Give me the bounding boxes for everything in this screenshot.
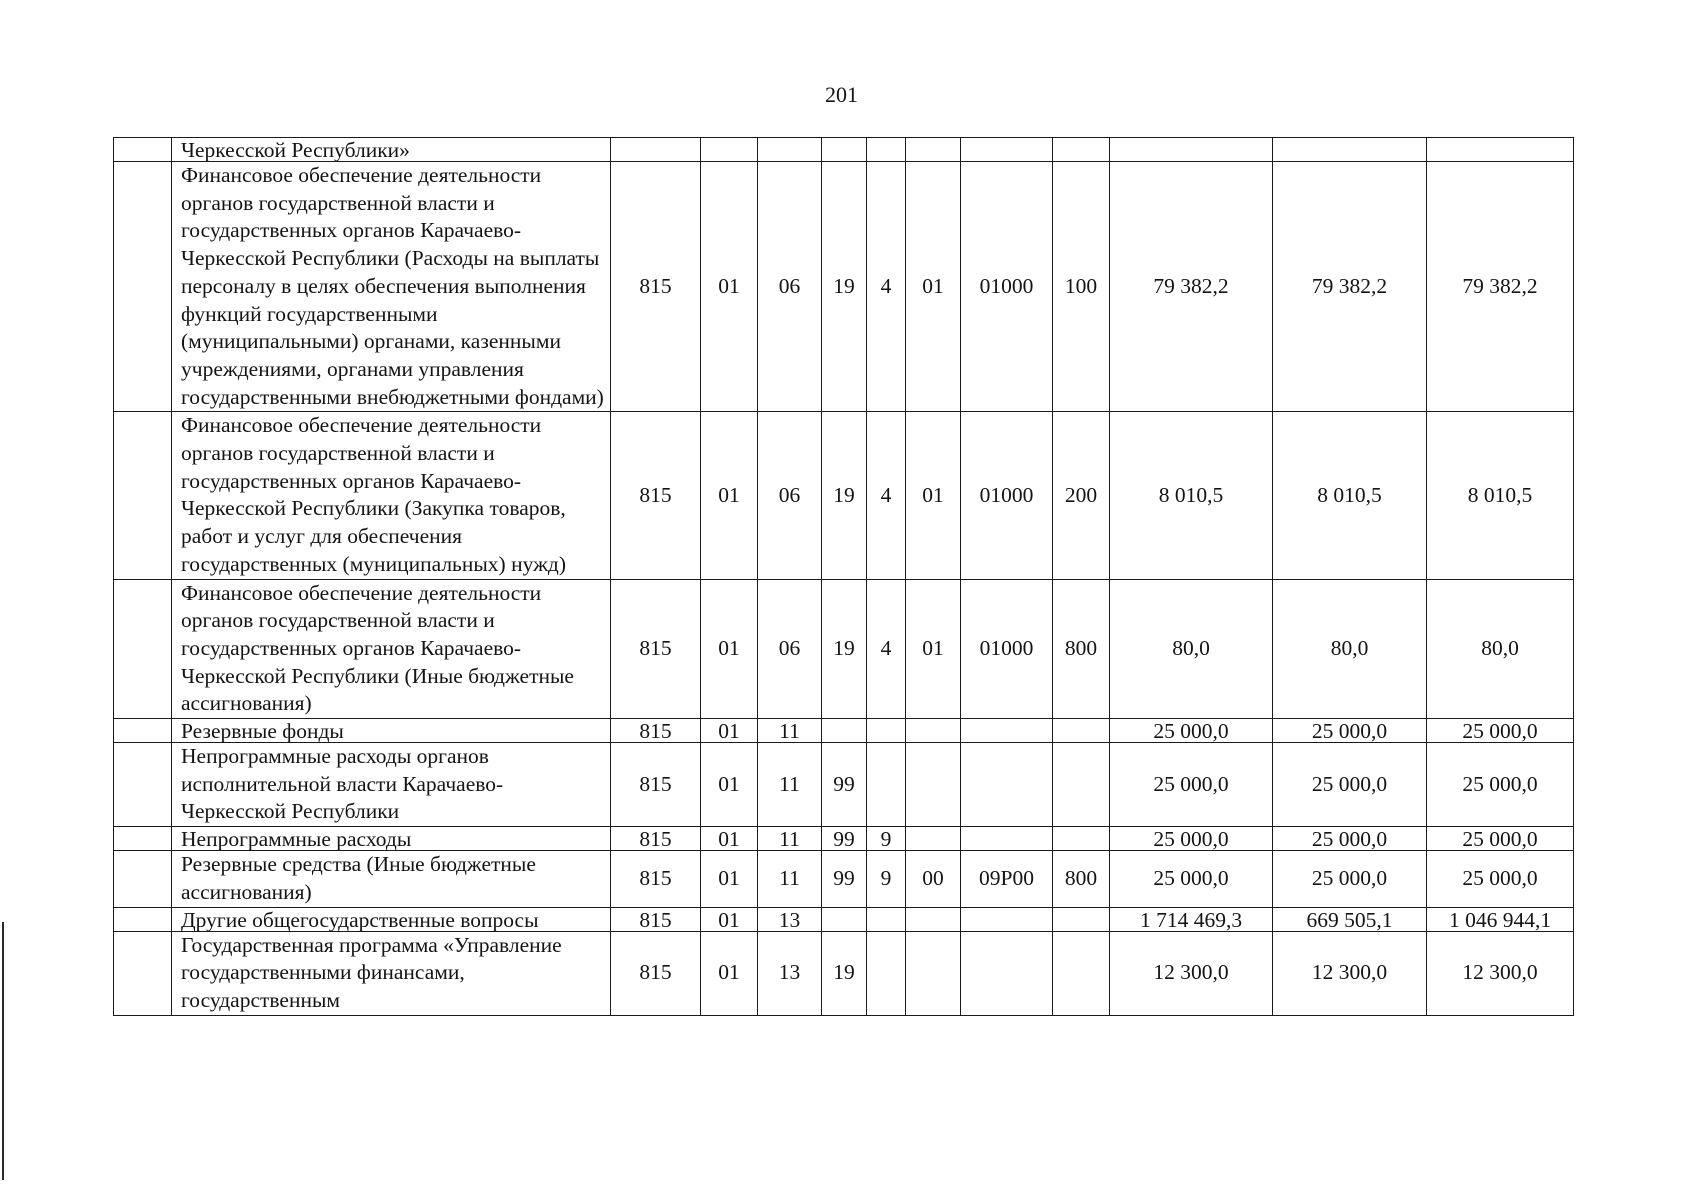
cs-subprogram-cell bbox=[867, 719, 906, 743]
cs-program-cell bbox=[822, 907, 867, 931]
year1-amount-cell: 25 000,0 bbox=[1110, 851, 1273, 907]
cs-subprogram-cell bbox=[867, 907, 906, 931]
cs-subprogram-cell: 4 bbox=[867, 162, 906, 412]
cs-subprogram-cell bbox=[867, 931, 906, 1015]
year3-amount-cell bbox=[1427, 138, 1574, 162]
cs-direction-cell bbox=[961, 931, 1053, 1015]
year1-amount-cell: 25 000,0 bbox=[1110, 743, 1273, 827]
expense-name-cell: Резервные средства (Иные бюджетные ассигнования) bbox=[172, 851, 611, 907]
cs-subprogram-cell: 9 bbox=[867, 827, 906, 851]
year3-amount-cell: 80,0 bbox=[1427, 579, 1574, 719]
year2-amount-cell bbox=[1273, 138, 1427, 162]
table-row bbox=[114, 827, 1574, 851]
vr-cell bbox=[1053, 907, 1110, 931]
vr-cell bbox=[1053, 138, 1110, 162]
row-number-cell bbox=[114, 827, 172, 851]
vr-cell bbox=[1053, 743, 1110, 827]
pr-cell: 06 bbox=[758, 579, 822, 719]
table-row bbox=[114, 931, 1574, 1015]
cs-subprogram-cell bbox=[867, 743, 906, 827]
rz-cell: 01 bbox=[701, 907, 758, 931]
year3-amount-cell: 25 000,0 bbox=[1427, 743, 1574, 827]
cs-event-cell bbox=[906, 907, 961, 931]
row-number-cell bbox=[114, 907, 172, 931]
cs-event-cell: 01 bbox=[906, 162, 961, 412]
vr-cell: 800 bbox=[1053, 579, 1110, 719]
year3-amount-cell: 1 046 944,1 bbox=[1427, 907, 1574, 931]
cs-program-cell: 99 bbox=[822, 743, 867, 827]
row-number-cell bbox=[114, 412, 172, 579]
vr-cell: 800 bbox=[1053, 851, 1110, 907]
cs-direction-cell bbox=[961, 719, 1053, 743]
year1-amount-cell: 8 010,5 bbox=[1110, 412, 1273, 579]
rz-cell: 01 bbox=[701, 412, 758, 579]
ved-cell: 815 bbox=[611, 719, 701, 743]
vr-cell bbox=[1053, 931, 1110, 1015]
year2-amount-cell: 8 010,5 bbox=[1273, 412, 1427, 579]
pr-cell: 11 bbox=[758, 719, 822, 743]
ved-cell: 815 bbox=[611, 162, 701, 412]
row-number-cell bbox=[114, 851, 172, 907]
pr-cell: 06 bbox=[758, 162, 822, 412]
row-number-cell bbox=[114, 719, 172, 743]
table-row bbox=[114, 719, 1574, 743]
expense-name-cell: Другие общегосударственные вопросы bbox=[172, 907, 611, 931]
rz-cell: 01 bbox=[701, 931, 758, 1015]
row-number-cell bbox=[114, 931, 172, 1015]
pr-cell bbox=[758, 138, 822, 162]
cs-event-cell: 00 bbox=[906, 851, 961, 907]
rz-cell: 01 bbox=[701, 743, 758, 827]
year1-amount-cell: 1 714 469,3 bbox=[1110, 907, 1273, 931]
table-row bbox=[114, 907, 1574, 931]
year3-amount-cell: 25 000,0 bbox=[1427, 827, 1574, 851]
year2-amount-cell: 80,0 bbox=[1273, 579, 1427, 719]
cs-event-cell bbox=[906, 743, 961, 827]
row-number-cell bbox=[114, 138, 172, 162]
expense-name-cell: Государственная программа «Управление государственными финансами, государственным bbox=[172, 931, 611, 1015]
rz-cell: 01 bbox=[701, 719, 758, 743]
year2-amount-cell: 25 000,0 bbox=[1273, 851, 1427, 907]
year1-amount-cell: 25 000,0 bbox=[1110, 827, 1273, 851]
scan-margin-line bbox=[2, 922, 4, 1180]
ved-cell bbox=[611, 138, 701, 162]
cs-program-cell: 99 bbox=[822, 851, 867, 907]
cs-direction-cell: 09Р00 bbox=[961, 851, 1053, 907]
year2-amount-cell: 669 505,1 bbox=[1273, 907, 1427, 931]
table-row bbox=[114, 138, 1574, 162]
cs-direction-cell: 01000 bbox=[961, 579, 1053, 719]
year2-amount-cell: 12 300,0 bbox=[1273, 931, 1427, 1015]
cs-event-cell: 01 bbox=[906, 579, 961, 719]
year1-amount-cell: 25 000,0 bbox=[1110, 719, 1273, 743]
rz-cell: 01 bbox=[701, 579, 758, 719]
expense-name-cell: Финансовое обеспечение деятельности органов государственной власти и государственных органов Карачаево-Черкесской Республики (Иные бюджетные ассигнования) bbox=[172, 579, 611, 719]
year2-amount-cell: 25 000,0 bbox=[1273, 827, 1427, 851]
pr-cell: 13 bbox=[758, 907, 822, 931]
pr-cell: 13 bbox=[758, 931, 822, 1015]
ved-cell: 815 bbox=[611, 931, 701, 1015]
expense-name-cell: Резервные фонды bbox=[172, 719, 611, 743]
year2-amount-cell: 79 382,2 bbox=[1273, 162, 1427, 412]
pr-cell: 11 bbox=[758, 851, 822, 907]
table-row bbox=[114, 412, 1574, 579]
cs-direction-cell bbox=[961, 138, 1053, 162]
cs-subprogram-cell: 4 bbox=[867, 579, 906, 719]
ved-cell: 815 bbox=[611, 851, 701, 907]
cs-subprogram-cell: 4 bbox=[867, 412, 906, 579]
cs-direction-cell: 01000 bbox=[961, 412, 1053, 579]
cs-event-cell bbox=[906, 827, 961, 851]
year3-amount-cell: 79 382,2 bbox=[1427, 162, 1574, 412]
rz-cell: 01 bbox=[701, 851, 758, 907]
year3-amount-cell: 25 000,0 bbox=[1427, 719, 1574, 743]
ved-cell: 815 bbox=[611, 907, 701, 931]
pr-cell: 06 bbox=[758, 412, 822, 579]
ved-cell: 815 bbox=[611, 579, 701, 719]
cs-event-cell bbox=[906, 931, 961, 1015]
ved-cell: 815 bbox=[611, 412, 701, 579]
year3-amount-cell: 12 300,0 bbox=[1427, 931, 1574, 1015]
cs-event-cell bbox=[906, 138, 961, 162]
cs-direction-cell bbox=[961, 743, 1053, 827]
budget-table bbox=[113, 137, 1574, 1016]
vr-cell: 200 bbox=[1053, 412, 1110, 579]
year1-amount-cell bbox=[1110, 138, 1273, 162]
table-row bbox=[114, 579, 1574, 719]
table-row bbox=[114, 743, 1574, 827]
row-number-cell bbox=[114, 579, 172, 719]
rz-cell: 01 bbox=[701, 827, 758, 851]
cs-subprogram-cell bbox=[867, 138, 906, 162]
expense-name-cell: Непрограммные расходы органов исполнительной власти Карачаево-Черкесской Республики bbox=[172, 743, 611, 827]
cs-program-cell: 19 bbox=[822, 412, 867, 579]
table-row bbox=[114, 162, 1574, 412]
ved-cell: 815 bbox=[611, 827, 701, 851]
cs-subprogram-cell: 9 bbox=[867, 851, 906, 907]
cs-program-cell: 99 bbox=[822, 827, 867, 851]
cs-program-cell: 19 bbox=[822, 162, 867, 412]
expense-name-cell: Черкесской Республики» bbox=[172, 138, 611, 162]
expense-name-cell: Финансовое обеспечение деятельности органов государственной власти и государственных органов Карачаево-Черкесской Республики (Расходы на выплаты персоналу в целях обеспечения выполнения функций государственными (муниципальными) органами, казенными учреждениями, органами управления государственными внебюджетными фондами) bbox=[172, 162, 611, 412]
year2-amount-cell: 25 000,0 bbox=[1273, 743, 1427, 827]
cs-event-cell: 01 bbox=[906, 412, 961, 579]
year3-amount-cell: 8 010,5 bbox=[1427, 412, 1574, 579]
table-row bbox=[114, 851, 1574, 907]
expense-name-cell: Непрограммные расходы bbox=[172, 827, 611, 851]
vr-cell bbox=[1053, 719, 1110, 743]
cs-direction-cell bbox=[961, 827, 1053, 851]
cs-program-cell: 19 bbox=[822, 579, 867, 719]
expense-name-cell: Финансовое обеспечение деятельности органов государственной власти и государственных органов Карачаево-Черкесской Республики (Закупка товаров, работ и услуг для обеспечения государственных (муниципальных) нужд) bbox=[172, 412, 611, 579]
rz-cell bbox=[701, 138, 758, 162]
vr-cell bbox=[1053, 827, 1110, 851]
row-number-cell bbox=[114, 743, 172, 827]
cs-direction-cell: 01000 bbox=[961, 162, 1053, 412]
vr-cell: 100 bbox=[1053, 162, 1110, 412]
rz-cell: 01 bbox=[701, 162, 758, 412]
cs-program-cell bbox=[822, 138, 867, 162]
ved-cell: 815 bbox=[611, 743, 701, 827]
cs-event-cell bbox=[906, 719, 961, 743]
year1-amount-cell: 80,0 bbox=[1110, 579, 1273, 719]
cs-program-cell: 19 bbox=[822, 931, 867, 1015]
pr-cell: 11 bbox=[758, 827, 822, 851]
pr-cell: 11 bbox=[758, 743, 822, 827]
year1-amount-cell: 12 300,0 bbox=[1110, 931, 1273, 1015]
cs-direction-cell bbox=[961, 907, 1053, 931]
year2-amount-cell: 25 000,0 bbox=[1273, 719, 1427, 743]
page-number: 201 bbox=[825, 82, 858, 107]
year3-amount-cell: 25 000,0 bbox=[1427, 851, 1574, 907]
year1-amount-cell: 79 382,2 bbox=[1110, 162, 1273, 412]
row-number-cell bbox=[114, 162, 172, 412]
cs-program-cell bbox=[822, 719, 867, 743]
